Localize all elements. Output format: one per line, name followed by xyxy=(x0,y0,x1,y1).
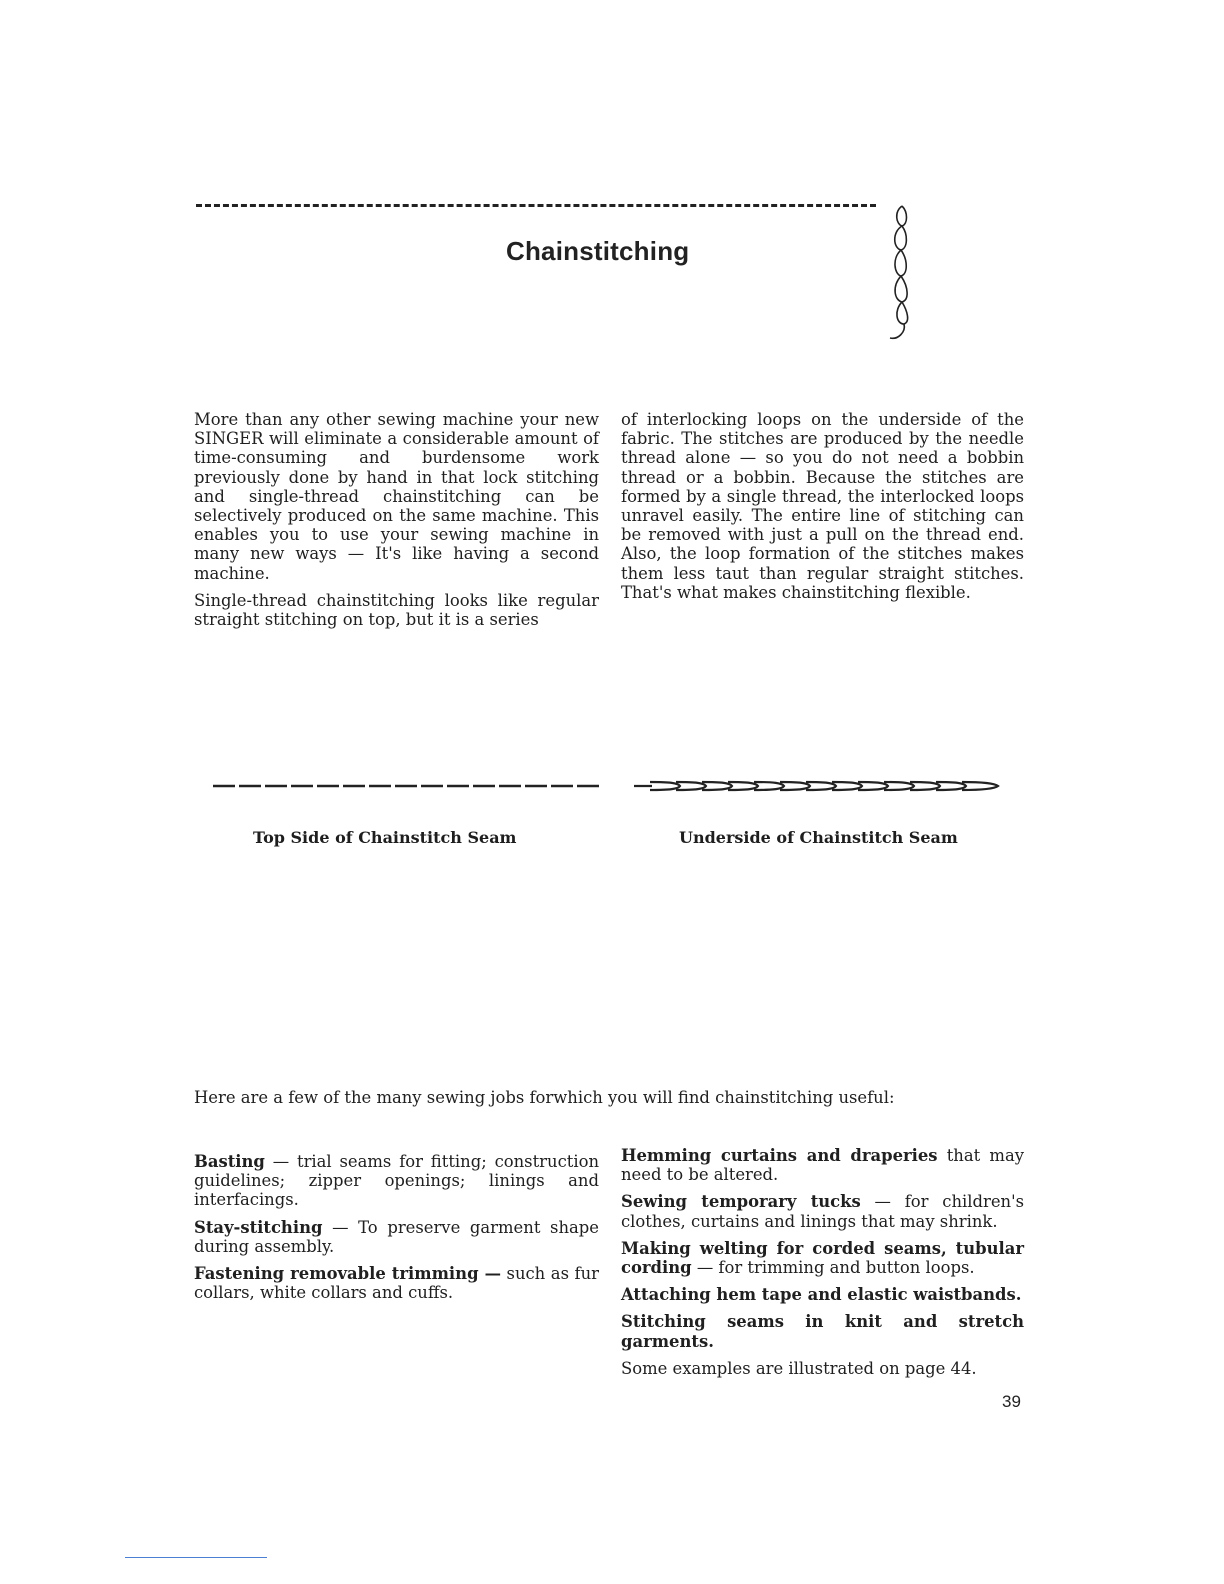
list-item xyxy=(621,1239,1024,1277)
list-item-term: Fastening removable trimming — xyxy=(194,1264,501,1284)
uses-list-right xyxy=(621,1146,1024,1386)
list-item xyxy=(621,1359,1024,1378)
intro-column-right xyxy=(621,410,1024,610)
page-title: Chainstitching xyxy=(506,236,690,266)
list-item-term: Attaching hem tape and elastic waistbands. xyxy=(621,1285,1022,1305)
title-dashed-rule xyxy=(196,204,876,207)
uses-intro: Here are a few of the many sewing jobs forwhich you will find chainstitching useful: xyxy=(194,1088,895,1107)
list-item-term: Sewing temporary tucks xyxy=(621,1192,861,1212)
list-item-text: that may need to be altered. xyxy=(621,1146,1024,1185)
page-edge-line xyxy=(125,1557,267,1558)
list-item-term: Stay-stitching xyxy=(194,1217,323,1237)
list-item-text: Some examples are illustrated on page 44. xyxy=(621,1358,977,1378)
intro-paragraph: More than any other sewing machine your new SINGER will eliminate a considerable amount of time-consuming and burdensome work previously done by hand in that lock stitching and single-thread chainstitching can be selectively produced on the same machine. This enables you to use your sewing machine in many new ways — It's like having a second machine. xyxy=(194,410,599,583)
uses-list-left xyxy=(194,1152,599,1310)
list-item-text: — for trimming and button loops. xyxy=(691,1258,975,1278)
list-item xyxy=(621,1312,1024,1350)
list-item-term: Hemming curtains and draperies xyxy=(621,1146,938,1165)
top-side-caption: Top Side of Chainstitch Seam xyxy=(253,828,517,847)
list-item-term: Stitching seams in knit and stretch garments. xyxy=(621,1312,1024,1351)
chainstitch-loop-icon xyxy=(880,200,920,345)
list-item xyxy=(621,1146,1024,1184)
intro-column-left xyxy=(194,410,599,637)
list-item-text: — for children's clothes, curtains and linings that may shrink. xyxy=(621,1192,1024,1231)
list-item-text: — trial seams for fitting; construction guidelines; zipper openings; linings and interfacings. xyxy=(194,1152,599,1210)
list-item xyxy=(621,1192,1024,1230)
top-side-stitch-illustration xyxy=(213,783,599,789)
list-item xyxy=(621,1285,1024,1304)
underside-caption: Underside of Chainstitch Seam xyxy=(679,828,958,847)
list-item-term: Making welting for corded seams, tubular cording xyxy=(621,1238,1024,1278)
underside-stitch-illustration xyxy=(632,779,1002,793)
list-item xyxy=(194,1264,599,1302)
list-item-text: — To preserve garment shape during assembly. xyxy=(194,1217,599,1256)
list-item xyxy=(194,1152,599,1210)
list-item xyxy=(194,1218,599,1256)
intro-paragraph: Single-thread chainstitching looks like regular straight stitching on top, but it is a series xyxy=(194,590,599,630)
list-item-term: Basting xyxy=(194,1152,265,1171)
intro-paragraph: of interlocking loops on the underside of the fabric. The stitches are produced by the needle thread alone — so you do not need a bobbin thread or a bobbin. Because the stitches are formed by a single thread, the interlocked loops unravel easily. The entire line of stitching can be removed with just a pull on the thread end. Also, the loop formation of the stitches makes them less taut than regular straight stitches. That's what makes chainstitching flexible. xyxy=(621,410,1024,602)
list-item-text: such as fur collars, white collars and cuffs. xyxy=(194,1264,599,1303)
page-number: 39 xyxy=(1002,1392,1021,1411)
